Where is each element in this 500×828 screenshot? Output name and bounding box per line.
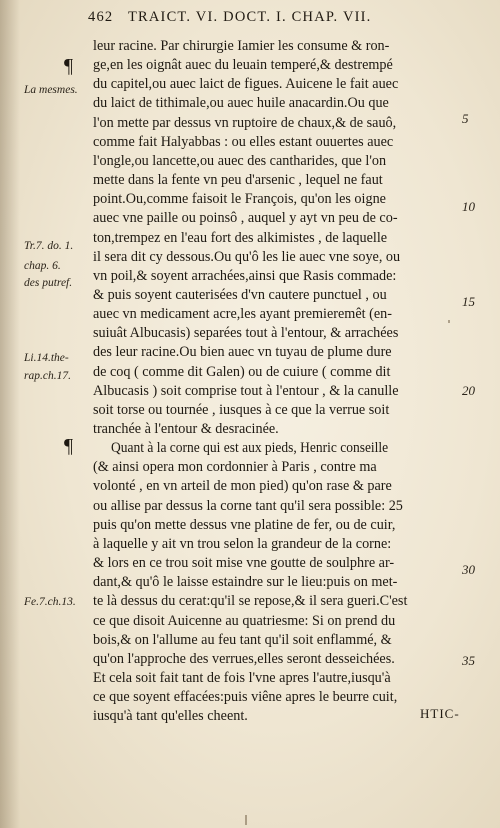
- text-line: l'ongle,ou lancette,ou auec des cantharides, que l'on: [93, 152, 387, 169]
- text-line: qu'on l'approche des verrues,elles seront desseichées.: [93, 650, 395, 667]
- text-line: Albucasis ) soit comprise tout à l'entour , & la canulle: [93, 382, 399, 399]
- text-line: (& ainsi opera mon cordonnier à Paris , contre ma: [93, 459, 377, 476]
- text-line: soit torse ou tournée , iusques à ce que la verrue soit: [93, 401, 390, 418]
- text-line: de coq ( comme dit Galen) ou de cuiure ( comme dit: [93, 363, 391, 380]
- text-line: ce que soyent effacées:puis viêne apres le beurre cuit,: [93, 689, 398, 706]
- line-number: 35: [462, 653, 475, 668]
- text-line: point.Ou,comme faisoit le François, qu'on les oigne: [93, 191, 386, 208]
- text-line: auec vne paille ou poinsô , auquel y ayt vn peu de co-: [93, 210, 398, 227]
- margin-note: rap.ch.17.: [24, 370, 71, 382]
- pilcrow-mark: ¶: [64, 55, 74, 77]
- paper-speck: [448, 320, 450, 323]
- text-line: & puis soyent cauterisées d'vn cautere punctuel , ou: [93, 286, 387, 303]
- line-number: 5: [462, 111, 469, 126]
- text-line: du capitel,ou auec laict de figues. Auicene le fait auec: [93, 76, 399, 93]
- text-line: iusqu'à tant qu'elles cheent.: [93, 708, 248, 725]
- text-line: comme fait Halyabbas : ou elles estant ouuertes auec: [93, 133, 394, 150]
- text-line: des leur racine.Ou bien auec vn tuyau de plume dure: [93, 344, 392, 361]
- line-number: 30: [462, 562, 475, 577]
- gutter-shadow: [0, 0, 20, 828]
- margin-note: des putref.: [24, 277, 73, 289]
- text-line: bois,& on l'allume au feu tant qu'il soit enflammé, &: [93, 631, 392, 648]
- paper-speck: [245, 815, 247, 825]
- text-line: du laict de tithimale,ou auec huile anacardin.Ou que: [93, 95, 389, 112]
- line-number: 20: [462, 383, 475, 398]
- text-line: vn poil,& soyent arrachées,ainsi que Rasis commade:: [93, 267, 397, 284]
- text-line: Quant à la corne qui est aux pieds, Henric conseille: [111, 440, 389, 457]
- catchword: HTIC-: [420, 706, 460, 721]
- text-line: ou allise par dessus la corne tant qu'il sera possible: 25: [93, 497, 403, 514]
- text-line: ton,trempez en l'eau fort des alkimistes , de laquelle: [93, 229, 388, 246]
- text-line: dant,& qu'ô le laisse estaindre sur le lieu:puis on met-: [93, 574, 398, 591]
- running-title: TRAICT. VI. DOCT. I. CHAP. VII.: [127, 9, 372, 25]
- text-line: à laquelle y ait vn trou selon la grandeur de la corne:: [93, 535, 392, 552]
- text-line: l'on mette par dessus vn ruptoire de chaux,& de sauô,: [93, 114, 397, 131]
- page-header: [88, 9, 488, 26]
- text-line: ce que disoit Auicenne au quatriesme: Si on prend du: [93, 612, 396, 629]
- text-line: il sera dit cy dessous.Ou qu'ô les lie auec vne soye, ou: [93, 248, 401, 265]
- margin-note: La mesmes.: [24, 84, 78, 96]
- line-number: 15: [462, 294, 475, 309]
- margin-note: Fe.7.ch.13.: [24, 596, 76, 608]
- text-line: puis qu'on mette dessus vne platine de fer, ou de cuir,: [93, 516, 396, 533]
- text-line: volonté , en vn arteil de mon pied) qu'on rase & pare: [93, 478, 392, 495]
- text-line: te là dessus du cerat:qu'il se repose,& il sera gueri.C'est: [93, 593, 408, 610]
- text-line: auec vn medicament acre,les ayant premieremêt (en-: [93, 306, 392, 323]
- text-line: & lors en ce trou soit mise vne goutte de soulphre ar-: [93, 555, 395, 572]
- text-line: ge,en les oignât auec du leuain temperé,& destrempé: [93, 57, 393, 74]
- text-line: tranchée à l'entour & desracinée.: [93, 421, 279, 437]
- text-line: mette dans la fente vn peu d'arsenic , lequel ne faut: [93, 172, 383, 189]
- margin-note: chap. 6.: [24, 260, 61, 272]
- pilcrow-mark: ¶: [64, 435, 74, 457]
- line-number: 10: [462, 199, 475, 214]
- text-line: leur racine. Par chirurgie Iamier les consume & ron-: [93, 38, 390, 54]
- margin-note: Tr.7. do. 1.: [24, 240, 74, 252]
- page-number: 462: [88, 9, 114, 25]
- margin-note: Li.14.the-: [24, 352, 69, 364]
- text-line: Et cela soit fait tant de fois l'vne apres l'autre,iusqu'à: [93, 669, 391, 686]
- text-line: suiuât Albucasis) separées tout à l'entour, & arrachées: [93, 325, 399, 342]
